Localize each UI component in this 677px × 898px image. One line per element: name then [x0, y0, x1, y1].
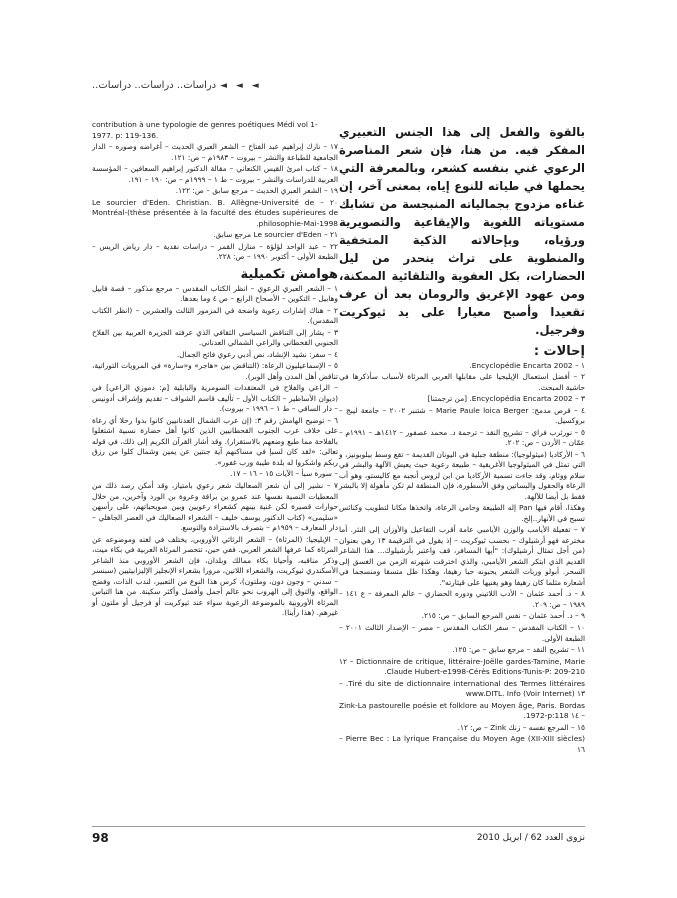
- footnote: ١١ – تشريح النقد – مرجع سابق – ص: ١٢٥.: [452, 645, 585, 655]
- footnote: ٤ – سفر: نشيد الإنشاد، نص أدبي رعوي فائح الجمال.: [176, 349, 338, 359]
- triangle-arrows-icon: ◄ ◄ ◄: [220, 80, 262, 91]
- footnote: ٢٠ – Le sourcier d'Eden. Christian. B. Allègne-Université de Montréal-(thèse présentée à la faculté des études supérieures de philosophie-Mai-1998.: [92, 197, 338, 228]
- footnote: ٥ – نورثرب فراي – تشريح النقد – ترجمة د. محمد عصفور – ١٤١٢هـ – ١٩٩١م – عمّان – الأردن – ص: ٢٠٢.: [339, 427, 585, 448]
- footnote: ٦ – توضيح الهامش رقم ٣: (إن عرب الشمال العدنانيين كانوا بدوا رحلا أي رعاة على خلاف عرب الجنوب القحطانيين الذين كانوا أهل حضارة نسبية اشتغلوا بالفلاحة مما طبع وضعهم بالاستقرار). وقد أشار القرآن الكريم إلى ذلك، في قوله تعالى: «لقد كان لسبإ في مساكنهم آية جنتين عن يمين وشمال كلوا من رزق ربكم واشكروا له بلدة طيبة ورب غفور».: [92, 415, 338, 467]
- running-header: [92, 80, 262, 91]
- footnote: – سورة سبأ – الآيات ١٥ – ١٦ – ١٧.: [230, 469, 338, 479]
- footnote: ٢ – هناك إشارات رعوية واضحة في المزمور الثالث والعشرين – (انظر الكتاب المقدس).: [92, 305, 338, 326]
- footnote: ١٥ – المرجع نفسه – زنك Zink – ص: ١٢.: [457, 722, 585, 732]
- footnote: ٤ – قرص مدمج: Marie Paule loica Berger – شتنبر ٢٠٠٢ – جامعة ليبج – بروكسيل.: [339, 405, 585, 426]
- section-title: دراسات.. دراسات.. دراسات..: [92, 80, 217, 91]
- footnote: وهكذا، أقام فيها Pan إله الطبيعة وحامي الرعاة، واتخذها مكانا لتطويب وكنائس تسبح في الأنهار..إلخ.: [339, 503, 585, 523]
- footnote: ٧ – تفعيلة الأيامب والوزن الأيامبي عامة أقرب التفاعيل والأوزان إلى النثر. أما مخترعه فهو أرشيلوك – بحسب ثيوكريت – إذ يقول في الترقيمة ١٣ رهي بعنوان (من أجل تمثال أرشيلوك): "أيها المسافر، قف واعتبر بأرشيلوك... هذا الشاعر القديم الذي ابتكر الشعر الأيامبي، والذي اخترقت شهرته الزمن من الغسق إلى السحر. أبولو وربات الشعر يحبونه حبا رهيفا، وهكذا ظل متسقا ومنسجما في أشعاره مثلما كان رهيفا وهو يغنيها على قيثارته".: [339, 525, 585, 587]
- footnote: Zink-La pastourelle poésie et folklore au Moyen âge, Paris. Bordas – ١٤ 1972-p:118.: [339, 700, 585, 721]
- references-list-continued: [92, 120, 338, 263]
- footnote: Tiré du site de dictionnaire international des Termes littéraires. – ١٣ (www.DITL. Info (Voir Internet: [339, 678, 585, 699]
- footnote: ٢١ – Le sourcier d'Eden مرجع سابق.: [213, 230, 338, 240]
- footnote: ٢ – أفضل استعمال الإيليجيا على مقابلها العربي المرثاة لأسباب سأذكرها في حاشية المبحث.: [339, 372, 585, 392]
- footnote: ٣ – يشار إلى التناقض السياسي الثقافي الذي عرفته الجزيرة العربية بين الفلاح الجنوبي القحطاني والراعي الشمالي العدناني.: [92, 327, 338, 348]
- footnote: – الراعي والفلاح في المعتقدات السومرية والبابلية [م: دموزي الراعي] في (ديوان الأساطير – الكتاب الأول – تأليف قاسم الشواف – تقديم وإشراف أدونيس – دار الساقي – ط ١ – ١٩٩٦ – بيروت).: [92, 383, 338, 414]
- footnote: ١٨ – كتاب امرئ القيس الكنعاني – مقالة الدكتور إبراهيم السعافين – المؤسسة العربية للدراسات والنشر – بيروت – ط ١ – ١٩٩٩م – ص: ١٩٠ – ١٩١.: [92, 164, 338, 184]
- footnote: ٣ – Encyclopédia Encarta 2002. [من ترجمتنا]: [427, 394, 585, 404]
- footnote: ١٩ – الشعر العبري الحديث – مرجع سابق – ص: ١٢٢.: [175, 186, 338, 196]
- references-heading: إحالات :: [533, 343, 585, 359]
- footnote: ٢٢ – عبد الواحد لؤلؤة – منازل القمر – دراسات نقدية – دار رياض الريس – الطبعة الأولى – أكتوبر ١٩٩٠ – ص: ٢٢٨.: [92, 241, 338, 262]
- supplementary-notes-heading: هوامش تكميلية: [240, 266, 338, 282]
- footnote: Dictionnaire de critique, littéraire-Joëlle gardes-Tamine, Marie – ١٢ Claude Hubert-e1998-Cérès Editions-Tunis-P: 209-210.: [339, 656, 585, 677]
- references-list: [339, 361, 585, 756]
- page-number: 98: [92, 831, 109, 845]
- page-footer: [92, 826, 585, 845]
- footnote: ١ – Encyclopédie Encarta 2002.: [469, 360, 585, 370]
- footnote: ١٠ – الكتاب المقدس – سفر الكتاب المقدس – مصر – الإصدار الثالث ٢٠٠١ – الطبعة الأولى.: [339, 623, 585, 643]
- footnote: ٨ – د. أحمد عثمان – الأدب اللاتيني ودوره الحضاري – عالم المعرفة – ع ١٤١ – ١٩٨٩ – ص: ٢٠٩.: [339, 589, 586, 609]
- footnote: ٧ – نشير إلى أن شعر الصعاليك شعر رعوي بامتياز، وقد أمكن رصد ذلك من المعطيات النصية نفسها عند عمرو بن براقة وعروة بن الورد وآخرين، من خلال حوارات قصيرة لكن غنية بينهم كشعراء رعويين وبين صويحباتهم، على رأسهن «سليمى» (كتاب الدكتور يوسف خليف – الشعراء الصعاليك في العصر الجاهلي – دار المعارف – ١٩٥٩م – بتصرف بالاستزادة والتوسع.: [92, 480, 338, 533]
- right-column: [339, 124, 585, 756]
- footnote: ٦ – الأركاديا (ميثولوجيا): منطقة جبلية في اليونان القديمة – تقع وسط بيلوبونيز، و التي تمثل في الميثولوجيا الأغريقية – طبيعة رعوية حيث يعيش الآلهة والبشر في سلام ووئام، وقد جاءت تسمية الأركاديا من ابن لزوس أنجبه مع كاليستو، وهو أب الرعاة والحقول والبساتين وفق الأسطورة، فإن المنطقة لم تكن مأهولة إلا بالبشر فقط بل أيضا للآلهة.: [339, 449, 585, 501]
- footnote: ٥ – الإسماعيليون الرعاة: (التناقض بين «هاجر» و«سارة» في المرويات التوراتية، تناقض أهل المدن وأهل الوبر).: [92, 361, 338, 381]
- footnote: – الإيليجيا: (المرثاة) – الشعر الرثائي الأوروبي، يختلف في لغته وموضوعه عن المرثاة كما عرفها الشعر العربي. ففي حين، تتحصر المرثاة العربية في بكاء ميت، وذكر مناقبه، وأحيانا بكاء ممالك وبلدان، فإن الشعر الأوروبي منذ الشاعر الأسكندري ثيوكريت، والشعراء اللاتين، مرورا بشعراء الإنجليز الإليزابيثيين (سبنسر – سدني – وجون دون، وملتون)، كرس هذا النوع من التعبير، لندب الذات، وفضح الواقع، والتوق إلى الهروب نحو عالم أجمل وأفضل وأكثر سكينة. من هنا التباس المرثاة الأوروبية بالموضوعة الرعوية سواء عند ثيوكريت أو فرجيل أو ملتون أو غيرهم. (هذا رأينا).: [92, 534, 338, 618]
- footnote: ١ – الشعر العبري الرعوي – انظر الكتاب المقدس – مرجع مذكور – قصة قابيل وهابيل – التكوين – الأصحاح الرابع – ص ٤ وما بعدها.: [92, 283, 338, 304]
- journal-issue: نزوى العدد 62 / ابريل 2010: [476, 833, 585, 843]
- footnote: ١٧ – نازك إبراهيم عبد الفتاح – الشعر العبري الحديث – أغراضه وصوره – الدار الجامعية للطباعة والنشر – بيروت – ١٩٨٣م – ص: ١٢١.: [92, 142, 338, 162]
- footnote: Pierre Bec : La lyrique Française du Moyen Age (XII-XIII siècles) – ١٦: [339, 734, 585, 754]
- footnote: contribution à une typologie de genres poétiques Médi vol 1-1977. p: 119-136.: [92, 120, 318, 140]
- left-column: [92, 120, 338, 620]
- footnote: ٩ – د. أحمد عثمان – نفس المرجع السابق – ص: ٢١٥.: [421, 611, 585, 621]
- intro-paragraph: بالقوة والفعل إلى هذا الجنس التعبيري المفكر فيه. من هنا، فإن شعر المناصرة الرعوي غني بنفسه كشعر، وبالمعرفة التي يحملها في طياته للنوع إياه، بمعنى آخر، إن غناءه مزدوج بجمالياته المنبجسة من تشابك مستوياته اللغوية والإيقاعية والتصويرية ورؤياه، وبإحالاته الذكية المتخفية والمنطوية على تراث ينحدر من ليل الحضارات، بكل العفوية والتلقائية الممكنة، ومن عهود الإغريق والرومان بعد أن عرف تقعيدا وأصبح معيارا على يد ثيوكريت وفرجيل.: [339, 125, 585, 337]
- supplementary-notes-list: [92, 284, 338, 619]
